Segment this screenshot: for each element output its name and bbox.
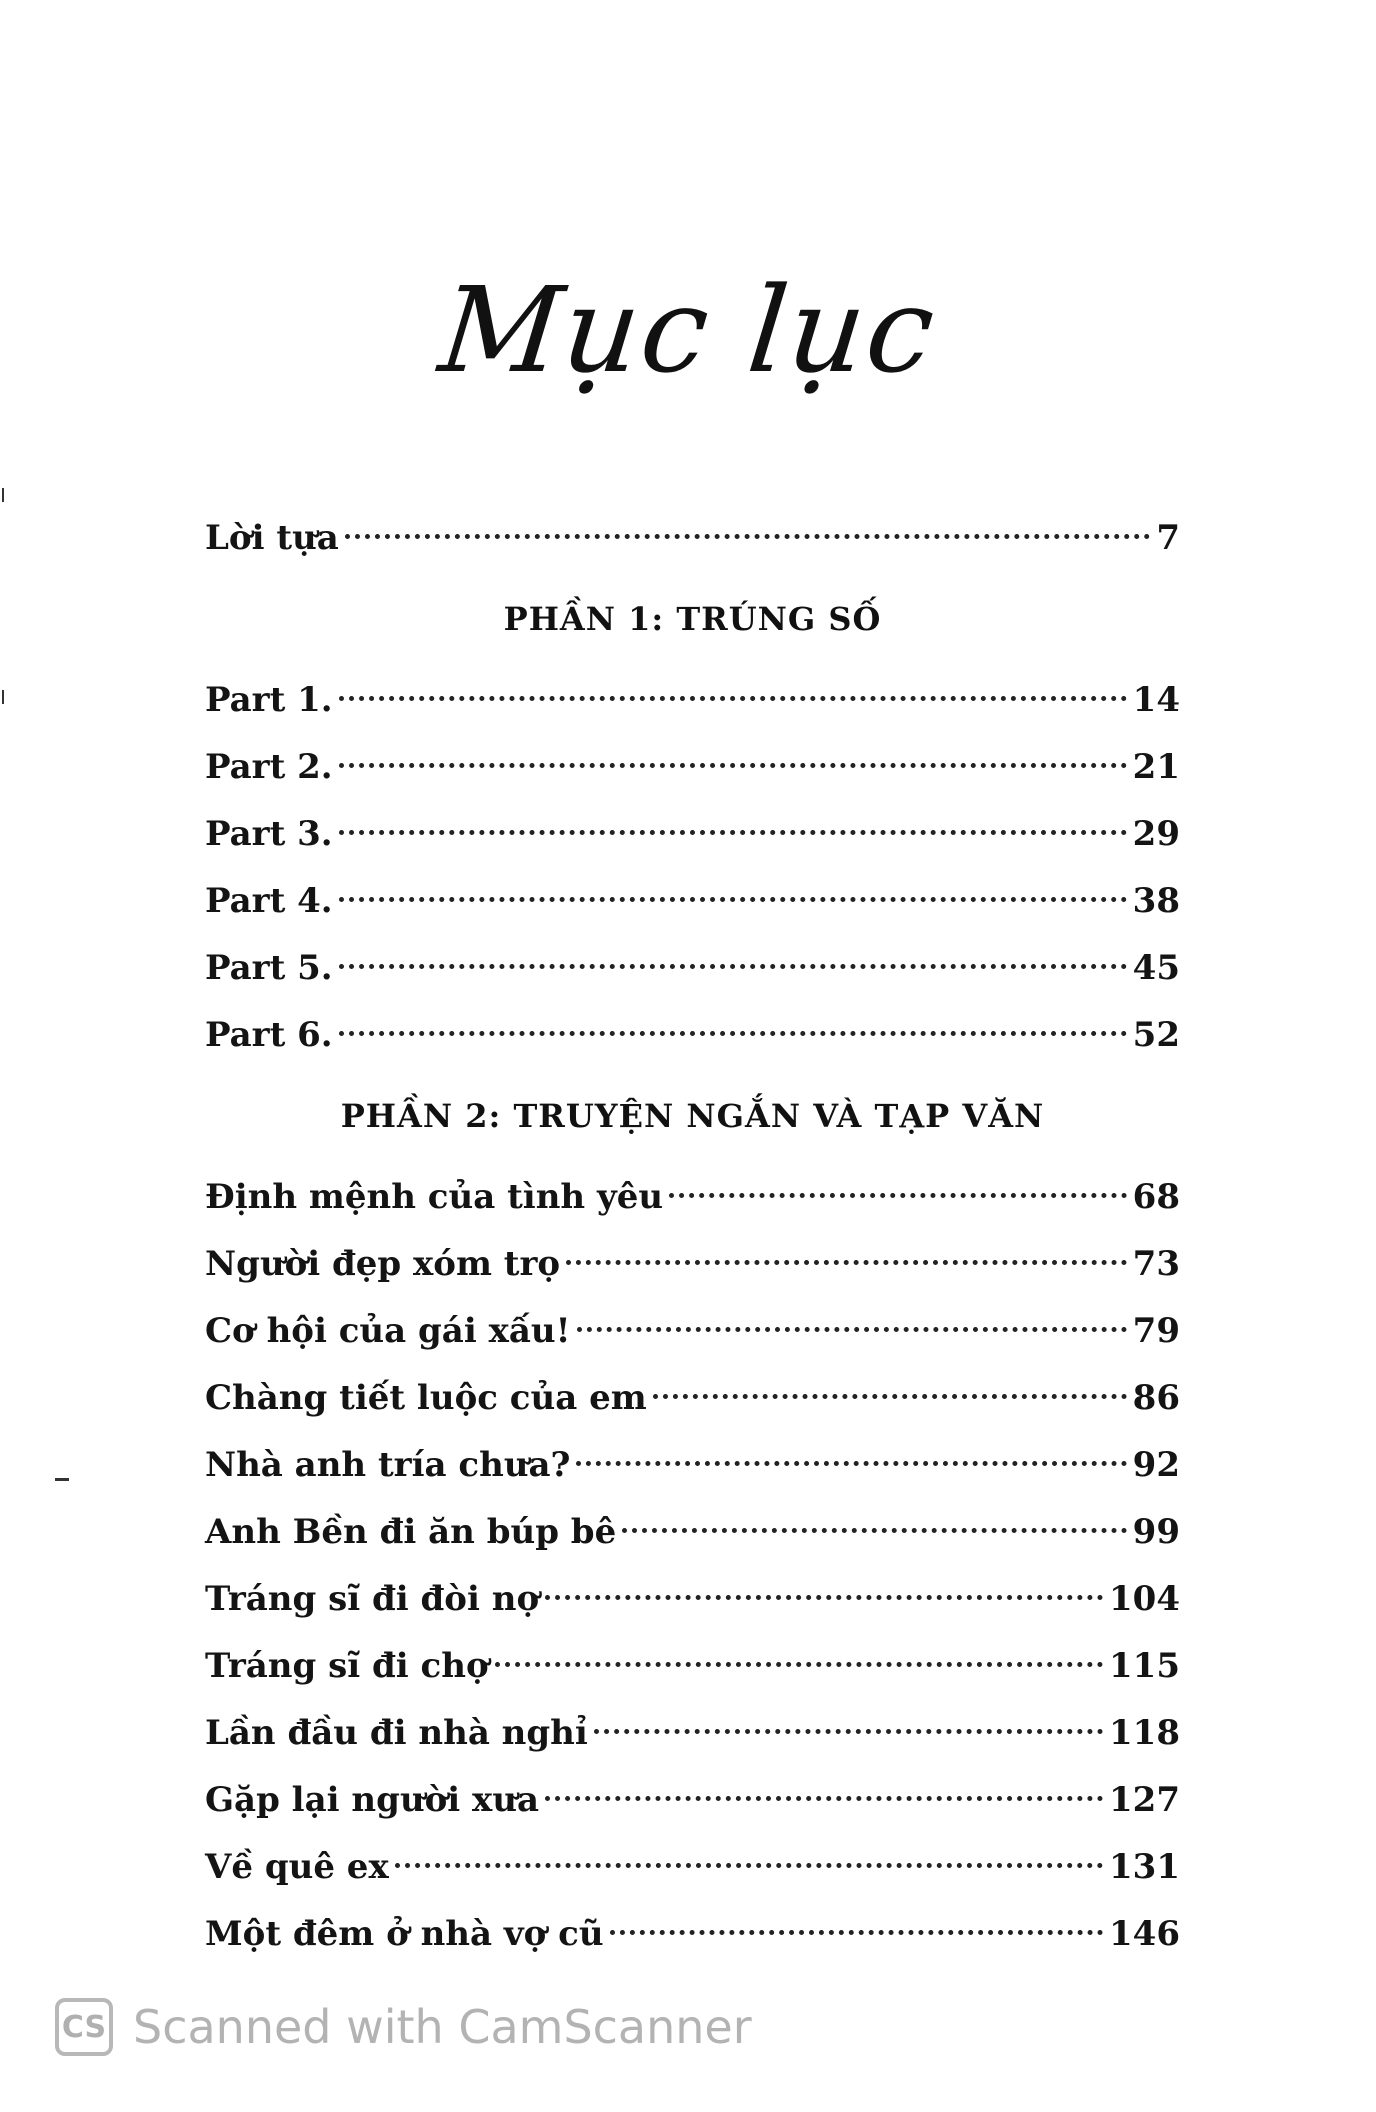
dot-leader <box>339 696 1127 701</box>
toc-entry-page: 29 <box>1132 814 1180 854</box>
toc-entry-page: 73 <box>1132 1244 1180 1284</box>
toc-entry-page: 118 <box>1109 1713 1180 1753</box>
toc-entry <box>205 1365 1180 1432</box>
watermark-text: Scanned with CamScanner <box>133 2000 752 2054</box>
toc-entry-label: Anh Bền đi ăn búp bê <box>205 1512 617 1552</box>
toc-entry-label: Part 1. <box>205 680 333 720</box>
toc-entry-page: 21 <box>1132 747 1180 787</box>
toc-entry-label: Lời tựa <box>205 518 339 558</box>
toc-entry-page: 38 <box>1132 881 1180 921</box>
dot-leader <box>339 830 1127 835</box>
toc-entry-label: Part 2. <box>205 747 333 787</box>
toc-entry <box>205 1432 1180 1499</box>
dot-leader <box>339 763 1127 768</box>
toc-entry <box>205 801 1180 868</box>
section-heading: PHẦN 2: TRUYỆN NGẮN VÀ TẠP VĂN <box>340 1097 1045 1135</box>
toc-entry <box>205 1700 1180 1767</box>
toc-entry-label: Part 6. <box>205 1015 333 1055</box>
toc-entry <box>205 935 1180 1002</box>
toc-entry-label: Định mệnh của tình yêu <box>205 1177 664 1217</box>
scan-edge-mark <box>2 690 4 704</box>
toc-entry-label: Một đêm ở nhà vợ cũ <box>205 1914 604 1954</box>
toc-entry <box>205 1834 1180 1901</box>
table-of-contents <box>205 505 1180 1968</box>
toc-entry-label: Part 4. <box>205 881 333 921</box>
toc-entry-label: Nhà anh tría chưa? <box>205 1445 571 1485</box>
toc-entry-page: 104 <box>1109 1579 1180 1619</box>
dot-leader <box>345 534 1151 539</box>
toc-entry <box>205 505 1180 572</box>
toc-entry-page: 45 <box>1132 948 1180 988</box>
dot-leader <box>339 964 1127 969</box>
dot-leader <box>653 1394 1127 1399</box>
toc-entry-page: 99 <box>1132 1512 1180 1552</box>
toc-entry <box>205 1633 1180 1700</box>
scan-edge-mark <box>55 1478 69 1481</box>
camscanner-watermark <box>55 1998 752 2056</box>
toc-entry-label: Part 5. <box>205 948 333 988</box>
toc-entry-page: 68 <box>1132 1177 1180 1217</box>
camscanner-logo-icon: CS <box>55 1998 113 2056</box>
dot-leader <box>577 1327 1127 1332</box>
dot-leader <box>566 1260 1127 1265</box>
toc-entry-label: Tráng sĩ đi chợ <box>205 1646 489 1686</box>
dot-leader <box>669 1193 1127 1198</box>
toc-entry-page: 86 <box>1132 1378 1180 1418</box>
toc-entry <box>205 1231 1180 1298</box>
toc-entry <box>205 1002 1180 1069</box>
dot-leader <box>622 1528 1126 1533</box>
dot-leader <box>395 1863 1103 1868</box>
toc-entry-label: Gặp lại người xưa <box>205 1780 540 1820</box>
toc-entry-label: Cơ hội của gái xấu! <box>205 1311 571 1351</box>
toc-entry-page: 52 <box>1132 1015 1180 1055</box>
toc-entry <box>205 868 1180 935</box>
toc-entry <box>205 1164 1180 1231</box>
toc-entry-label: Part 3. <box>205 814 333 854</box>
toc-entry <box>205 1499 1180 1566</box>
dot-leader <box>545 1796 1103 1801</box>
toc-entry-page: 146 <box>1109 1914 1180 1954</box>
toc-entry <box>205 1298 1180 1365</box>
toc-entry-page: 127 <box>1109 1780 1180 1820</box>
dot-leader <box>339 897 1127 902</box>
toc-entry-label: Người đẹp xóm trọ <box>205 1244 561 1284</box>
dot-leader <box>594 1729 1103 1734</box>
dot-leader <box>339 1031 1127 1036</box>
toc-entry-page: 79 <box>1132 1311 1180 1351</box>
toc-entry-page: 7 <box>1156 518 1180 558</box>
toc-entry <box>205 1901 1180 1968</box>
dot-leader <box>576 1461 1126 1466</box>
toc-entry-page: 131 <box>1109 1847 1180 1887</box>
toc-entry-label: Lần đầu đi nhà nghỉ <box>205 1713 588 1753</box>
page-title: Mục lục <box>433 261 943 399</box>
section-heading: PHẦN 1: TRÚNG SỐ <box>503 600 882 638</box>
toc-entry-label: Chàng tiết luộc của em <box>205 1378 647 1418</box>
toc-entry-label: Tráng sĩ đi đòi nợ <box>205 1579 540 1619</box>
toc-entry-page: 92 <box>1132 1445 1180 1485</box>
scan-edge-mark <box>2 488 4 502</box>
toc-entry <box>205 667 1180 734</box>
toc-entry-page: 14 <box>1132 680 1180 720</box>
dot-leader <box>495 1662 1103 1667</box>
dot-leader <box>610 1930 1103 1935</box>
toc-entry <box>205 1566 1180 1633</box>
toc-entry <box>205 1767 1180 1834</box>
toc-entry-page: 115 <box>1109 1646 1180 1686</box>
dot-leader <box>545 1595 1103 1600</box>
toc-entry <box>205 734 1180 801</box>
toc-entry-label: Về quê ex <box>205 1847 389 1887</box>
